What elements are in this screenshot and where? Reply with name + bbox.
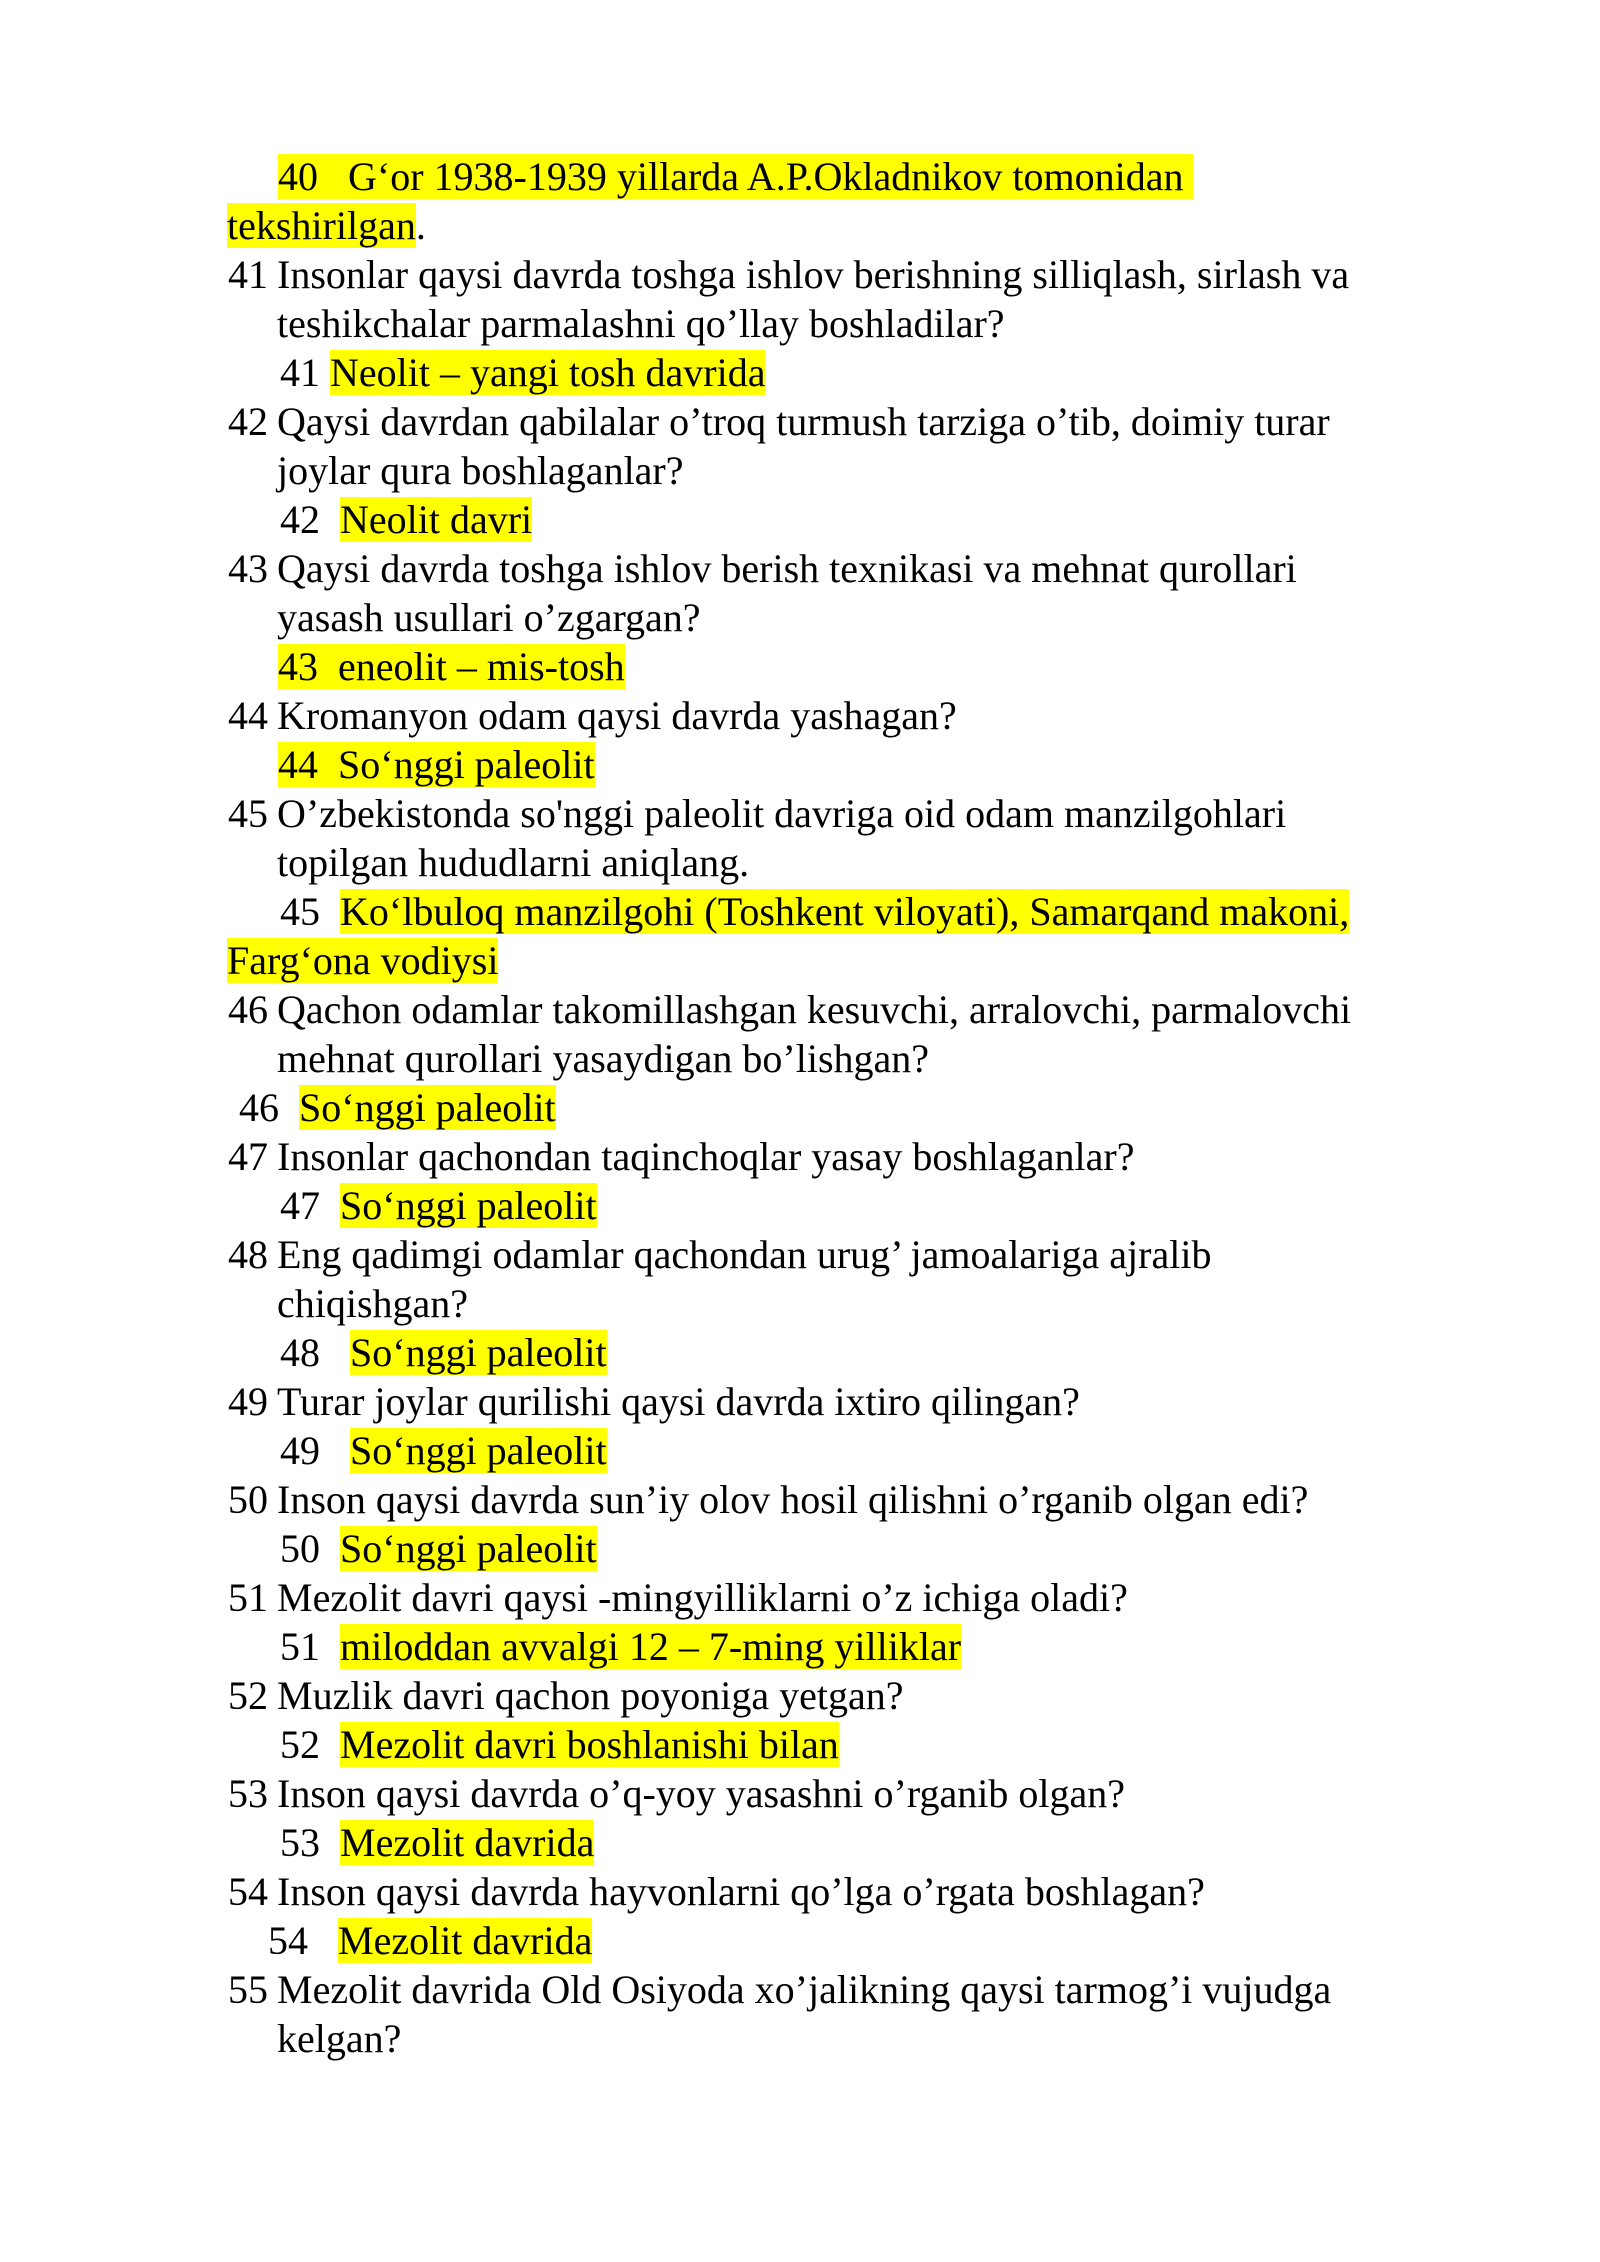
answer-40-line2: [227, 201, 426, 251]
answer-47: [280, 1181, 597, 1231]
question-43-line2: [277, 593, 701, 643]
answer-text: Mezolit davrida: [338, 1918, 593, 1963]
answer-number: 52: [280, 1722, 320, 1767]
answer-number: 42: [280, 497, 320, 542]
question-text: mehnat qurollari yasaydigan bo’lishgan?: [277, 1036, 930, 1081]
answer-text: So‘nggi paleolit: [350, 1330, 607, 1375]
question-number: 51: [228, 1575, 268, 1620]
question-number: 43: [228, 546, 268, 591]
answer-text: Farg‘ona vodiysi: [227, 938, 499, 983]
answer-40-line1: [278, 152, 1193, 202]
answer-54: [268, 1916, 592, 1966]
question-45-line2: [277, 838, 749, 888]
answer-43-highlight: [278, 644, 625, 689]
question-text: kelgan?: [277, 2016, 402, 2061]
answer-number: 40: [278, 154, 318, 199]
question-text: joylar qura boshlaganlar?: [277, 448, 684, 493]
answer-text: tekshirilgan: [227, 203, 416, 248]
answer-41: [280, 348, 765, 398]
question-text: yasash usullari o’zgargan?: [277, 595, 701, 640]
question-number: 48: [228, 1232, 268, 1277]
question-text: Qaysi davrdan qabilalar o’troq turmush tarziga o’tib, doimiy turar: [277, 399, 1330, 444]
answer-42: [280, 495, 532, 545]
question-text: Mezolit davrida Old Osiyoda xo’jalikning qaysi tarmog’i vujudga: [277, 1967, 1332, 2012]
answer-number: 45: [280, 889, 320, 934]
question-text: Insonlar qachondan taqinchoqlar yasay boshlaganlar?: [277, 1134, 1135, 1179]
question-text: Muzlik davri qachon poyoniga yetgan?: [277, 1673, 904, 1718]
question-text: Inson qaysi davrda sun’iy olov hosil qilishni o’rganib olgan edi?: [277, 1477, 1309, 1522]
question-number: 55: [228, 1967, 268, 2012]
answer-45-line1: [280, 887, 1349, 937]
answer-text: Neolit – yangi tosh davrida: [330, 350, 766, 395]
question-text: teshikchalar parmalashni qo’llay boshladilar?: [277, 301, 1005, 346]
answer-text: So‘nggi paleolit: [338, 742, 595, 787]
question-number: 54: [228, 1869, 268, 1914]
answer-40-highlight: [278, 154, 1193, 199]
question-41-line2: [277, 299, 1005, 349]
question-number: 49: [228, 1379, 268, 1424]
answer-number: 48: [280, 1330, 320, 1375]
answer-43: [278, 642, 625, 692]
answer-48: [280, 1328, 607, 1378]
answer-46: [239, 1083, 556, 1133]
answer-number: 46: [239, 1085, 279, 1130]
answer-49: [280, 1426, 607, 1476]
question-48-line2: [277, 1279, 468, 1329]
answer-number: 41: [280, 350, 320, 395]
answer-number: 54: [268, 1918, 308, 1963]
question-text: Inson qaysi davrda o’q-yoy yasashni o’rganib olgan?: [277, 1771, 1125, 1816]
answer-number: 44: [278, 742, 318, 787]
answer-punctuation: .: [415, 203, 426, 248]
answer-44: [278, 740, 595, 790]
question-text: Inson qaysi davrda hayvonlarni qo’lga o’rgata boshlagan?: [277, 1869, 1205, 1914]
answer-text: So‘nggi paleolit: [299, 1085, 556, 1130]
answer-text: G‘or 1938-1939 yillarda A.P.Okladnikov tomonidan: [348, 154, 1184, 199]
answer-50: [280, 1524, 597, 1574]
answer-52: [280, 1720, 839, 1770]
question-text: Qaysi davrda toshga ishlov berish texnikasi va mehnat qurollari: [277, 546, 1297, 591]
answer-text: Mezolit davri boshlanishi bilan: [340, 1722, 839, 1767]
answer-number: 50: [280, 1526, 320, 1571]
question-number: 42: [228, 399, 268, 444]
answer-text: Ko‘lbuloq manzilgohi (Toshkent viloyati), Samarqand makoni,: [340, 889, 1350, 934]
question-text: Kromanyon odam qaysi davrda yashagan?: [277, 693, 957, 738]
question-text: O’zbekistonda so'nggi paleolit davriga oid odam manzilgohlari: [277, 791, 1287, 836]
question-text: chiqishgan?: [277, 1281, 469, 1326]
question-number: 53: [228, 1771, 268, 1816]
question-55-line2: [277, 2014, 401, 2064]
question-46-line2: [277, 1034, 929, 1084]
answer-44-highlight: [278, 742, 595, 787]
question-text: Insonlar qaysi davrda toshga ishlov berishning silliqlash, sirlash va: [277, 252, 1350, 297]
question-number: 52: [228, 1673, 268, 1718]
answer-number: 49: [280, 1428, 320, 1473]
question-number: 44: [228, 693, 268, 738]
answer-number: 53: [280, 1820, 320, 1865]
answer-text: miloddan avvalgi 12 – 7-ming yilliklar: [340, 1624, 962, 1669]
answer-text: So‘nggi paleolit: [340, 1526, 597, 1571]
answer-number: 47: [280, 1183, 320, 1228]
answer-53: [280, 1818, 594, 1868]
answer-text: So‘nggi paleolit: [340, 1183, 597, 1228]
question-text: Eng qadimgi odamlar qachondan urug’ jamoalariga ajralib: [277, 1232, 1212, 1277]
question-number: 41: [228, 252, 268, 297]
question-number: 47: [228, 1134, 268, 1179]
question-number: 50: [228, 1477, 268, 1522]
answer-text: Mezolit davrida: [340, 1820, 595, 1865]
answer-number: 43: [278, 644, 318, 689]
question-text: Qachon odamlar takomillashgan kesuvchi, arralovchi, parmalovchi: [277, 987, 1352, 1032]
question-text: topilgan hududlarni aniqlang.: [277, 840, 750, 885]
answer-45-line2: [227, 936, 498, 986]
answer-text: eneolit – mis-tosh: [338, 644, 625, 689]
question-text: Mezolit davri qaysi -mingyilliklarni o’z ichiga oladi?: [277, 1575, 1128, 1620]
answer-text: Neolit davri: [340, 497, 533, 542]
question-42-line2: [277, 446, 684, 496]
answer-number: 51: [280, 1624, 320, 1669]
question-text: Turar joylar qurilishi qaysi davrda ixtiro qilingan?: [277, 1379, 1080, 1424]
question-number: 45: [228, 791, 268, 836]
answer-51: [280, 1622, 961, 1672]
question-number: 46: [228, 987, 268, 1032]
answer-text: So‘nggi paleolit: [350, 1428, 607, 1473]
